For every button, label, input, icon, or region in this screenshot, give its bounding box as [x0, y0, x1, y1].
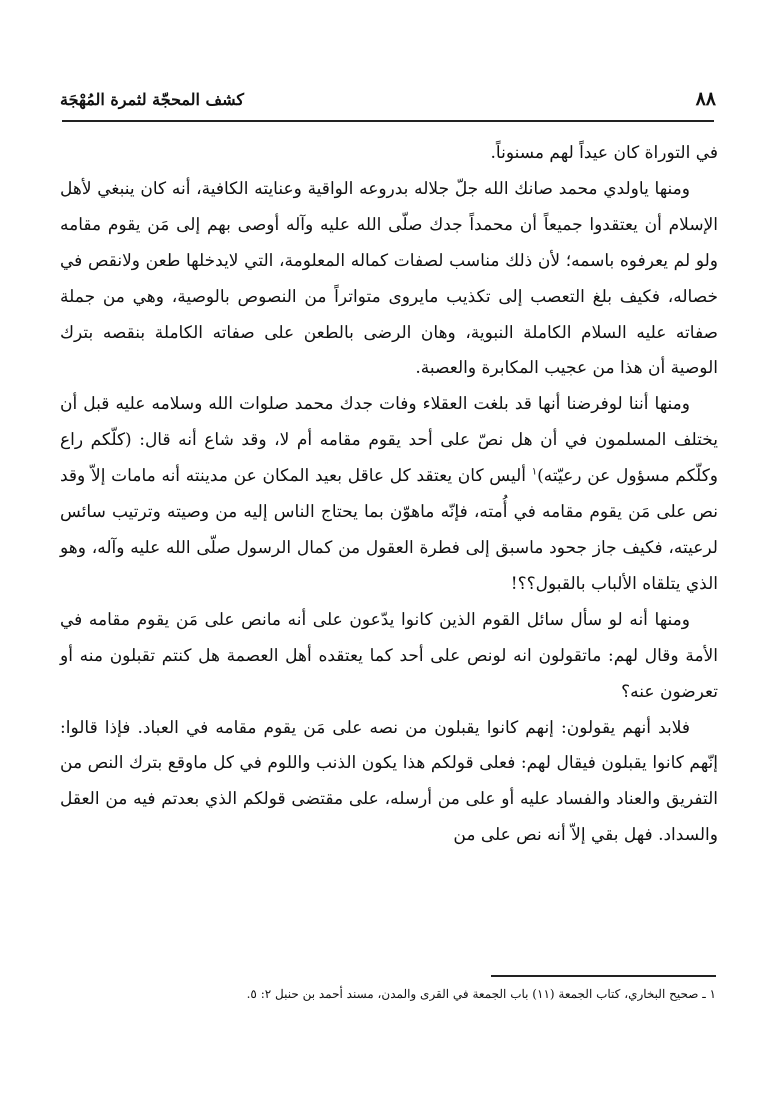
- paragraph-text-before-footnote: ومنها أننا لوفرضنا أنها قد بلغت العقلاء وفات جدك محمد صلوات الله وسلامه عليه قبل أن يختلف المسلمون في أن هل نصّ على أحد يقوم مقامه أم لا، وقد شاع أنه قال: (كلّكم راع وكلّكم مسؤول عن رعيّته): [60, 394, 718, 487]
- paragraph: ومنها ياولدي محمد صانك الله جلّ جلاله بدروعه الواقية وعنايته الكافية، أنه كان ينبغي لأهل الإسلام أن يعتقدوا جميعاً أن محمداً جدك صلّى الله عليه وآله أوصى بهم إلى مَن يقوم مقامه ولو لم يعرفوه باسمه؛ لأن ذلك مناسب لصفات كماله المعلومة، التي لايدخلها طعن ولانقص في خصاله، فكيف بلغ التعصب إلى تكذيب مايروى متواتراً من النصوص بالوصية، وهي من جملة صفاته عليه السلام الكاملة النبوية، وهان الرضى بالطعن على صفاته الكاملة بنقصه بترك الوصية أن هذا من عجيب المكابرة والعصبة.: [60, 178, 718, 379]
- page-number: ٨٨: [695, 88, 716, 110]
- header-rule: [62, 120, 714, 122]
- paragraph-text-after-footnote: أليس كان يعتقد كل عاقل بعيد المكان عن مدينته أنه مامات إلاّ وقد نص على مَن يقوم مقامه في أُمته، فإنّه ماهوّن بما يحتاج الناس إليه من وصيته وترتيب سائس لرعيته، فكيف جاز جحود ماسبق إلى فطرة العقول من كمال الرسول صلّى الله عليه وآله، وهو الذي يتلقاه الألباب بالقبول؟؟!: [60, 466, 718, 594]
- footnote: ١ ـ صحيح البخاري، كتاب الجمعة (١١) باب الجمعة في القرى والمدن، مسند أحمد بن حنبل ٢: ٥.: [246, 987, 716, 1001]
- page-header: [60, 88, 716, 116]
- body-text: [60, 136, 718, 854]
- paragraph: فلابد أنهم يقولون: إنهم كانوا يقبلون من نصه على مَن يقوم مقامه في العباد. فإذا قالوا: إنّهم كانوا يقبلون فيقال لهم: فعلى قولكم هذا يكون الذنب واللوم في كل ماوقع بترك النص من التفريق والعناد والفساد عليه أو على من أرسله، على مقتضى قولكم الذي بعدتم فيه من العقل والسداد. فهل بقي إلاّ أنه نص على من: [60, 717, 718, 846]
- running-title: كشف المحجّة لثمرة المُهْجَة: [60, 90, 244, 109]
- footnote-reference: ١: [531, 466, 538, 478]
- paragraph: في التوراة كان عيداً لهم مسنوناً.: [490, 143, 718, 163]
- paragraph: [60, 387, 718, 602]
- footnote-rule: [491, 975, 716, 977]
- paragraph: ومنها أنه لو سأل سائل القوم الذين كانوا يدّعون على أنه مانص على مَن يقوم مقامه في الأمة وقال لهم: ماتقولون انه لونص على أحد كما يعتقده أهل العصمة هل كنتم تقبلون منه أو تعرضون عنه؟: [60, 609, 718, 702]
